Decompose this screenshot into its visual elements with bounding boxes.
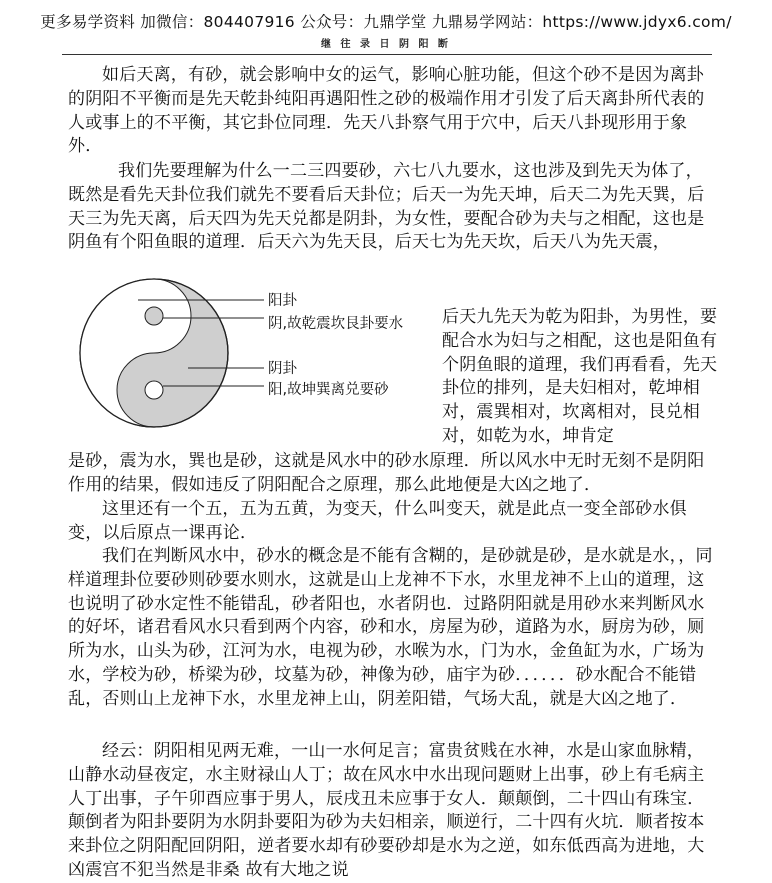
paragraph-3-side: 后天九先天为乾为阳卦，为男性，要配合水为妇与之相配，这也是阳鱼有个阴鱼眼的道理，我们再看看，先天卦位的排列，是夫妇相对，乾坤相对，震巽相对，坎离相对，艮兑相对，如乾为水，坤肯定 bbox=[442, 307, 718, 446]
yin-yang-symbol bbox=[80, 279, 228, 427]
header-divider bbox=[62, 54, 712, 55]
label-yang-gua: 阳卦 bbox=[268, 293, 297, 309]
header-subtitle: 继 往 录 日 阴 阳 断 bbox=[321, 39, 451, 50]
yin-yang-diagram bbox=[68, 278, 438, 428]
paragraph-5: 这里还有一个五，五为五黄，为变天，什么叫变天，就是此点一变全部砂水俱变，以后原点一课再论． bbox=[68, 499, 687, 543]
label-yang-eye-sand: 阳,故坤巽离兑要砂 bbox=[268, 382, 389, 398]
paragraph-7: 经云：阴阳相见两无难，一山一水何足言；富贵贫贱在水神，水是山家血脉精，山静水动昼夜定，水主财禄山人丁；故在风水中水出现问题财上出事，砂上有毛病主人丁出事，子午卯酉应事于男人，辰戌丑未应事于女人．颠颠倒，二十四山有珠宝．颠倒者为阳卦要阴为水阴卦要阳为砂为夫妇相亲，顺逆行，二十四有火坑．顺者按本来卦位之阴阳配回阴阳，逆者要水却有砂要砂却是水为之逆，如东低西高为进地，大凶震宫不犯当然是非桑 故有大地之说 bbox=[68, 741, 705, 880]
paragraph-6: 我们在判断风水中，砂水的概念是不能有含糊的，是砂就是砂，是水就是水，，同样道理卦位要砂则砂要水则水，这就是山上龙神不下水，水里龙神不上山的道理，这也说明了砂水定性不能错乱，砂者阳也，水者阴也．过路阴阳就是用砂水来判断风水的好坏，诸君看风水只看到两个内容，砂和水，房屋为砂，道路为水，厨房为砂，厕所为水，山头为砂，江河为水，电视为砂，水喉为水，门为水，金鱼缸为水，广场为水，学校为砂，桥梁为砂，坟墓为砂，神像为砂，庙宇为砂．．．．．．砂水配合不能错乱，否则山上龙神下水，水里龙神上山，阴差阳错，气场大乱，就是大凶之地了． bbox=[68, 546, 713, 709]
label-yin-eye-water: 阴,故乾震坎艮卦要水 bbox=[268, 316, 404, 332]
page-header: 更多易学资料 加微信：804407916 公众号：九鼎学堂 九鼎易学网站：https://www.jdyx6.com/ bbox=[40, 13, 732, 31]
paragraph-1: 如后天离，有砂，就会影响中女的运气，影响心脏功能，但这个砂不是因为离卦的阴阳不平衡而是先天乾卦纯阳再遇阳性之砂的极端作用才引发了后天离卦所代表的人或事上的不平衡，其它卦位同理．先天八卦察气用于穴中，后天八卦现形用于象外． bbox=[68, 65, 705, 157]
paragraph-2: 我们先要理解为什么一二三四要砂，六七八九要水，这也涉及到先天为体了，既然是看先天卦位我们就先不要看后天卦位；后天一为先天坤，后天二为先天巽，后天三为先天离，后天四为先天兑都是阴卦，为女性，要配合砂为夫与之相配，这也是阴鱼有个阳鱼眼的道理．后天六为先天艮，后天七为先天坎，后天八为先天震， bbox=[68, 161, 705, 253]
label-yin-gua: 阴卦 bbox=[268, 361, 297, 377]
paragraph-4: 是砂，震为水，巽也是砂，这就是风水中的砂水原理．所以风水中无时无刻不是阴阳作用的结果，假如违反了阴阳配合之原理，那么此地便是大凶之地了． bbox=[68, 451, 705, 495]
